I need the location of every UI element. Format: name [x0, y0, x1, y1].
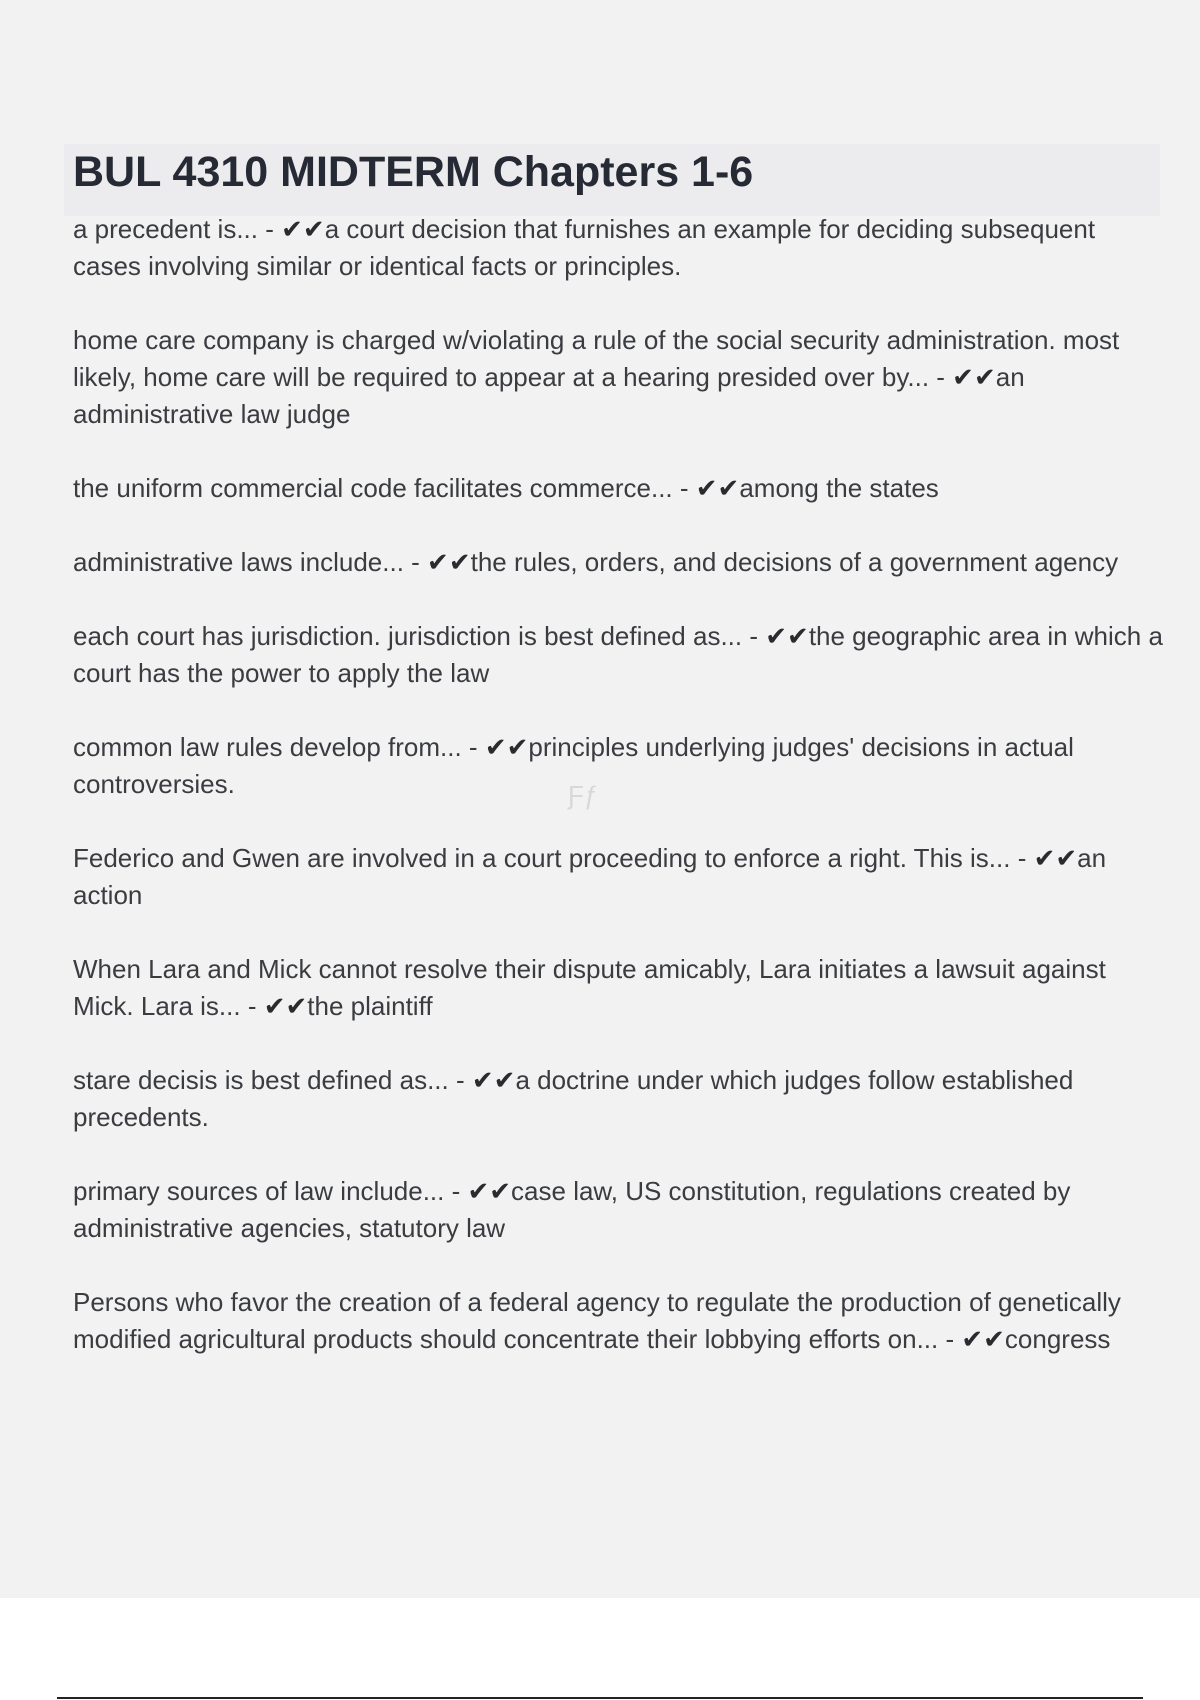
double-check-icon: ✔✔	[765, 621, 809, 651]
qa-list	[73, 211, 1163, 1395]
double-check-icon: ✔✔	[961, 1324, 1005, 1354]
question-text: each court has jurisdiction. jurisdiction is best defined as... -	[73, 621, 766, 651]
answer-text: a doctrine under which judges follow established precedents.	[73, 1065, 1074, 1132]
double-check-icon: ✔✔	[484, 732, 529, 762]
answer-text: among the states	[739, 473, 939, 503]
double-check-icon: ✔✔	[1033, 843, 1078, 873]
qa-item	[73, 470, 1163, 507]
answer-text: the geographic area in which a court has the power to apply the law	[73, 621, 1163, 688]
qa-item	[73, 322, 1163, 433]
answer-text: case law, US constitution, regulations created by administrative agencies, statutory law	[73, 1176, 1071, 1243]
question-text: home care company is charged w/violating a rule of the social security administration. most likely, home care will be required to appear at a hearing presided over by... -	[73, 325, 1120, 392]
question-text: administrative laws include... -	[73, 547, 428, 577]
question-text: a precedent is... -	[73, 214, 282, 244]
question-text: Persons who favor the creation of a federal agency to regulate the production of genetically modified agricultural products should concentrate their lobbying efforts on... -	[73, 1287, 1121, 1354]
double-check-icon: ✔✔	[695, 473, 740, 503]
qa-item	[73, 618, 1163, 692]
question-text: primary sources of law include... -	[73, 1176, 468, 1206]
double-check-icon: ✔✔	[471, 1065, 516, 1095]
qa-item	[73, 951, 1163, 1025]
answer-text: the plaintiff	[307, 991, 433, 1021]
answer-text: an administrative law judge	[73, 362, 1025, 429]
answer-text: a court decision that furnishes an example for deciding subsequent cases involving similar or identical facts or principles.	[73, 214, 1096, 281]
qa-item	[73, 211, 1163, 285]
double-check-icon: ✔✔	[467, 1176, 512, 1206]
qa-item	[73, 729, 1163, 803]
question-text: stare decisis is best defined as... -	[73, 1065, 472, 1095]
question-text: the uniform commercial code facilitates commerce... -	[73, 473, 696, 503]
question-text: common law rules develop from... -	[73, 732, 485, 762]
qa-item	[73, 544, 1163, 581]
qa-item	[73, 1062, 1163, 1136]
question-text: Federico and Gwen are involved in a court proceeding to enforce a right. This is... -	[73, 843, 1034, 873]
double-check-icon: ✔✔	[263, 991, 308, 1021]
qa-item	[73, 1173, 1163, 1247]
qa-item	[73, 840, 1163, 914]
double-check-icon: ✔✔	[427, 547, 471, 577]
answer-text: congress	[1004, 1324, 1111, 1354]
watermark-logo: Ƒƒ	[568, 780, 599, 810]
answer-text: an action	[73, 843, 1107, 910]
footer-divider	[57, 1697, 1143, 1699]
document-title: BUL 4310 MIDTERM Chapters 1-6	[73, 148, 754, 196]
question-text: When Lara and Mick cannot resolve their dispute amicably, Lara initiates a lawsuit against Mick. Lara is... -	[73, 954, 1106, 1021]
answer-text: the rules, orders, and decisions of a government agency	[470, 547, 1119, 577]
qa-item	[73, 1284, 1163, 1358]
double-check-icon: ✔✔	[952, 362, 996, 392]
double-check-icon: ✔✔	[281, 214, 325, 244]
answer-text: principles underlying judges' decisions in actual controversies.	[73, 732, 1074, 799]
